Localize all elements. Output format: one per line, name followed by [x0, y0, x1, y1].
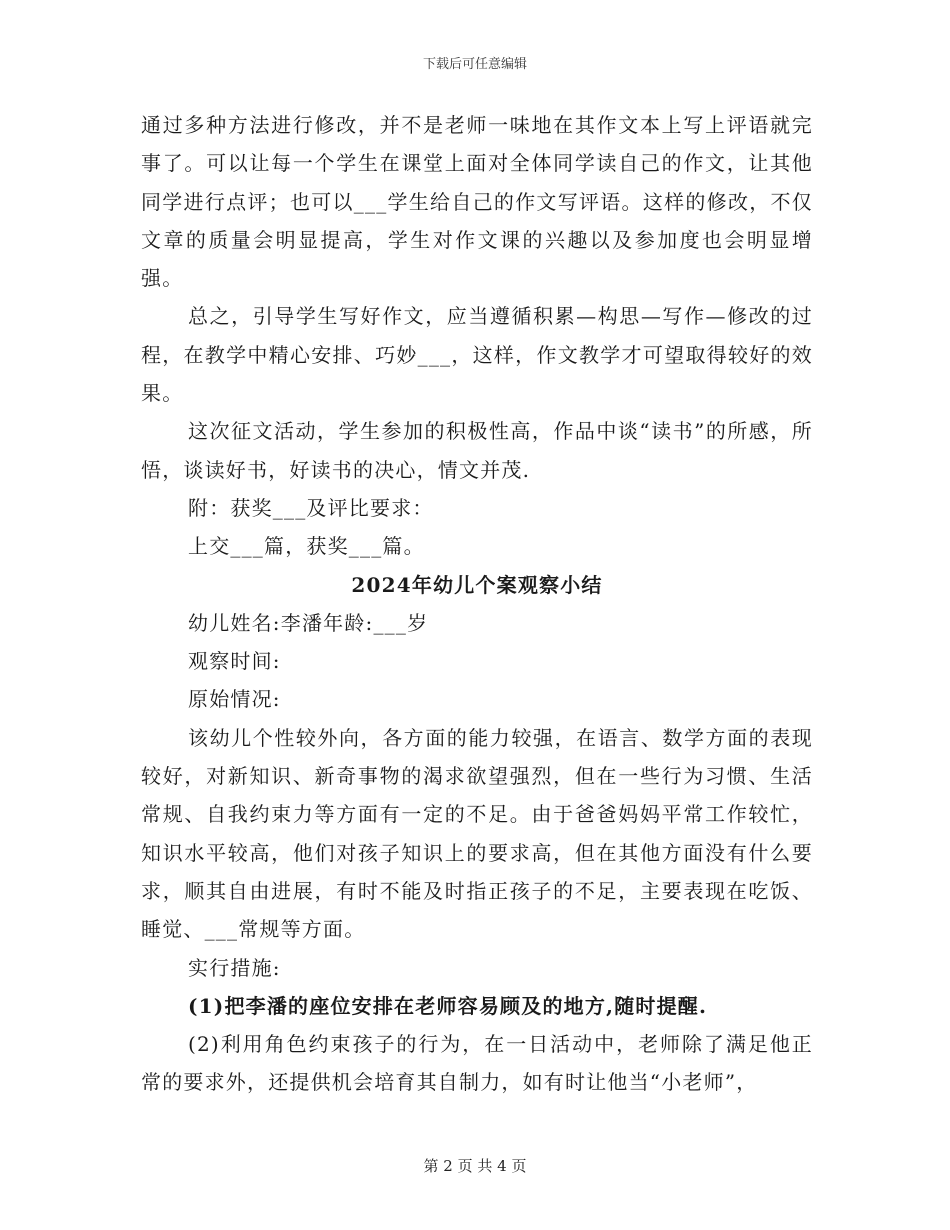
paragraph-award-note: 附：获奖___及评比要求： — [188, 495, 434, 520]
page-header: 下载后可任意编辑 — [422, 57, 527, 72]
paragraph-essay-activity: 这次征文活动，学生参加的积极性高，作品中谈“读书”的所感，所悟，谈读好书，好读书的决心，情文并茂. — [141, 419, 813, 482]
child-name-age: 幼儿姓名:李潘年龄:___岁 — [188, 610, 429, 635]
paragraph-submission-count: 上交___篇，获奖___篇。 — [188, 534, 425, 559]
document-body — [141, 106, 813, 1102]
paragraph-conclusion: 总之，引导学生写好作文，应当遵循积累—构思—写作—修改的过程，在教学中精心安排、巧妙___，这样，作文教学才可望取得较好的效果。 — [141, 304, 813, 406]
original-situation-label: 原始情况: — [188, 687, 281, 712]
measure-item-2: (2)利用角色约束孩子的行为，在一日活动中，老师除了满足他正常的要求外，还提供机会培育其自制力，如有时让他当“小老师”， — [141, 1032, 813, 1095]
paragraph-original-situation: 该幼儿个性较外向，各方面的能力较强，在语言、数学方面的表现较好，对新知识、新奇事物的渴求欲望强烈，但在一些行为习惯、生活常规、自我约束力等方面有一定的不足。由于爸爸妈妈平常工作较忙，知识水平较高，他们对孩子知识上的要求高，但在其他方面没有什么要求，顺其自由进展，有时不能及时指正孩子的不足，主要表现在吃饭、睡觉、___常规等方面。 — [141, 725, 813, 942]
observation-time: 观察时间: — [188, 649, 281, 674]
section-title: 2024年幼儿个案观察小结 — [351, 572, 603, 597]
measure-item-1: (1)把李潘的座位安排在老师容易顾及的地方,随时提醒. — [188, 993, 708, 1018]
page-footer: 第 2 页 共 4 页 — [423, 1157, 527, 1175]
paragraph-revision-methods: 通过多种方法进行修改，并不是老师一味地在其作文本上写上评语就完事了。可以让每一个学生在课堂上面对全体同学读自己的作文，让其他同学进行点评；也可以___学生给自己的作文写评语。这样的修改，不仅文章的质量会明显提高，学生对作文课的兴趣以及参加度也会明显增强。 — [141, 113, 813, 291]
measures-label: 实行措施: — [188, 955, 281, 980]
